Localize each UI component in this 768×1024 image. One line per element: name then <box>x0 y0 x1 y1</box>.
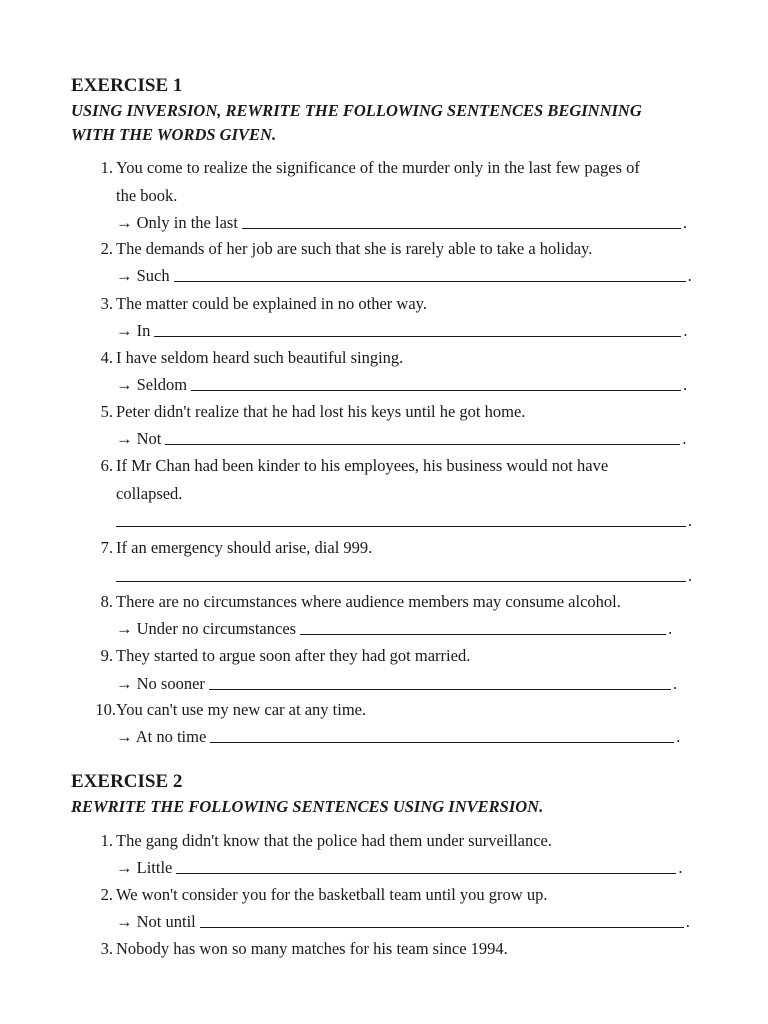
answer-line[interactable] <box>116 321 688 341</box>
item-number: 6. <box>100 456 113 475</box>
answer-period: . <box>682 429 687 448</box>
item-sentence-cont: collapsed. <box>116 484 183 503</box>
answer-line[interactable] <box>116 912 690 932</box>
item-sentence: If Mr Chan had been kinder to his employees, his business would not have <box>116 456 609 475</box>
answer-period: . <box>687 266 692 285</box>
answer-prompt: → Little <box>116 858 173 877</box>
answer-line[interactable] <box>116 375 687 395</box>
answer-prompt: → Only in the last <box>116 213 238 232</box>
answer-prompt: → Not <box>116 429 162 448</box>
answer-line[interactable] <box>116 858 683 878</box>
item-number: 1. <box>100 831 113 850</box>
item-sentence-cont: the book. <box>116 186 178 205</box>
answer-line[interactable] <box>116 619 672 639</box>
item-sentence: You come to realize the significance of the murder only in the last few pages of <box>116 158 640 177</box>
item-sentence: You can't use my new car at any time. <box>116 700 367 719</box>
exercise1-title: EXERCISE 1 <box>71 75 183 96</box>
answer-line[interactable] <box>116 511 692 531</box>
item-sentence: If an emergency should arise, dial 999. <box>116 538 373 557</box>
item-number: 8. <box>100 592 113 611</box>
answer-line[interactable] <box>116 566 692 586</box>
answer-prompt: → Such <box>116 266 170 285</box>
answer-period: . <box>688 566 693 585</box>
item-sentence: They started to argue soon after they had got married. <box>116 646 471 665</box>
answer-period: . <box>672 674 678 693</box>
answer-period: . <box>668 619 673 638</box>
item-sentence: We won't consider you for the basketball team until you grow up. <box>116 885 548 904</box>
answer-period: . <box>688 511 693 530</box>
answer-blank[interactable] <box>200 927 684 928</box>
answer-blank[interactable] <box>165 444 680 445</box>
answer-line[interactable] <box>116 674 677 694</box>
answer-blank[interactable] <box>116 526 686 527</box>
item-sentence: Peter didn't realize that he had lost his keys until he got home. <box>116 402 526 421</box>
answer-line[interactable] <box>116 727 680 747</box>
answer-period: . <box>683 375 688 394</box>
exercise2-instruction-line1: REWRITE THE FOLLOWING SENTENCES USING INVERSION. <box>71 797 544 816</box>
exercise1-instruction-line2: WITH THE WORDS GIVEN. <box>71 125 277 144</box>
item-number: 5. <box>100 402 113 421</box>
answer-blank[interactable] <box>174 281 686 282</box>
item-sentence: The gang didn't know that the police had them under surveillance. <box>116 831 552 850</box>
item-number: 7. <box>100 538 113 557</box>
answer-prompt: → At no time <box>116 727 207 746</box>
exercise1-instruction <box>71 99 711 147</box>
exercise2-title: EXERCISE 2 <box>71 771 183 792</box>
item-number: 4. <box>100 348 113 367</box>
item-number: 10. <box>95 700 116 719</box>
item-number: 1. <box>100 158 113 177</box>
item-sentence: Nobody has won so many matches for his team since 1994. <box>116 939 508 958</box>
answer-prompt: → Seldom <box>116 375 188 394</box>
answer-period: . <box>678 858 683 877</box>
answer-prompt: → Not until <box>116 912 196 931</box>
exercise1-instruction-line1: USING INVERSION, REWRITE THE FOLLOWING SENTENCES BEGINNING <box>71 101 642 120</box>
answer-line[interactable] <box>116 213 687 233</box>
answer-period: . <box>685 912 690 931</box>
answer-blank[interactable] <box>116 581 686 582</box>
item-sentence: I have seldom heard such beautiful singing. <box>116 348 404 367</box>
answer-period: . <box>676 727 681 746</box>
answer-blank[interactable] <box>176 873 676 874</box>
item-sentence: The matter could be explained in no other way. <box>116 294 427 313</box>
answer-line[interactable] <box>116 429 687 449</box>
answer-prompt: → In <box>116 321 151 340</box>
item-number: 3. <box>100 939 113 958</box>
answer-prompt: → Under no circumstances <box>116 619 297 638</box>
exercise2-instruction <box>71 795 711 819</box>
answer-blank[interactable] <box>300 634 666 635</box>
item-number: 2. <box>100 885 113 904</box>
item-sentence: There are no circumstances where audience members may consume alcohol. <box>116 592 621 611</box>
answer-blank[interactable] <box>191 390 681 391</box>
answer-blank[interactable] <box>154 336 681 337</box>
answer-prompt: → No sooner <box>116 674 205 693</box>
answer-blank[interactable] <box>210 742 674 743</box>
item-number: 3. <box>100 294 113 313</box>
answer-period: . <box>683 321 688 340</box>
answer-period: . <box>682 213 688 232</box>
answer-line[interactable] <box>116 266 692 286</box>
item-number: 9. <box>100 646 113 665</box>
item-number: 2. <box>100 239 113 258</box>
answer-blank[interactable] <box>242 228 681 229</box>
item-sentence: The demands of her job are such that she is rarely able to take a holiday. <box>116 239 593 258</box>
answer-blank[interactable] <box>209 689 671 690</box>
